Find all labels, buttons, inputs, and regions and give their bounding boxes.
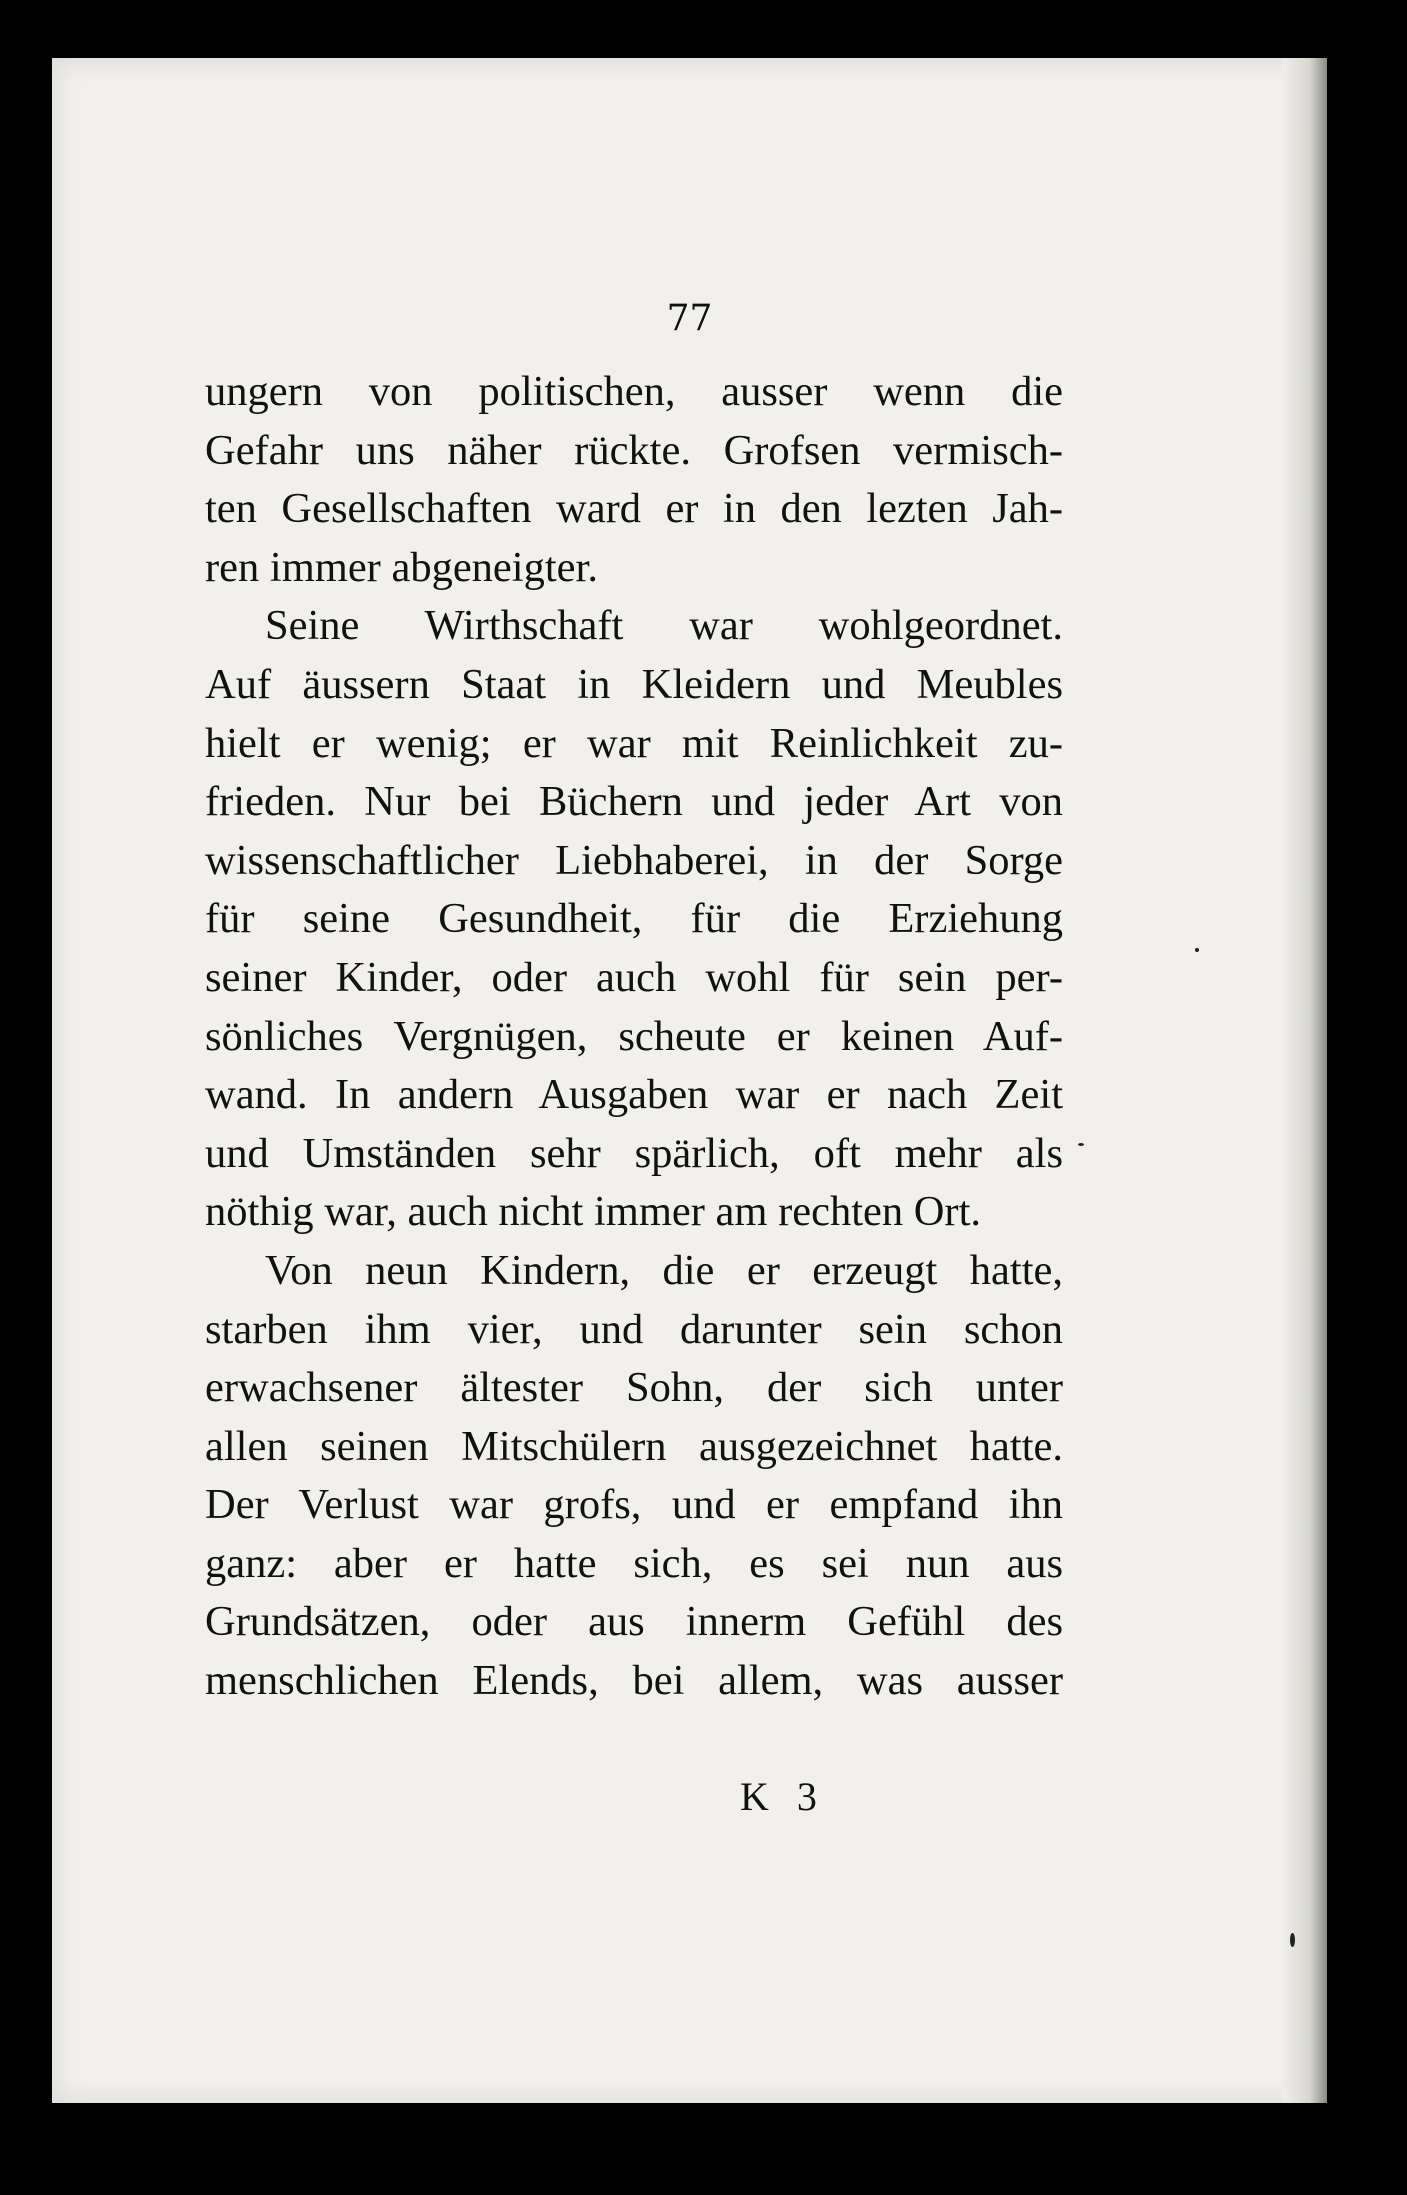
body-text [205, 363, 1063, 1711]
text-line: ungern von politischen, ausser wenn die [205, 368, 1063, 415]
paper-speck [1078, 1143, 1084, 1146]
book-page [52, 58, 1327, 2103]
text-line: Auf äussern Staat in Kleidern und Meubles [205, 660, 1063, 708]
text-line: ganz: aber er hatte sich, es sei nun aus [205, 1539, 1063, 1587]
text-line: ten Gesellschaften ward er in den lezten Jah- [205, 485, 1063, 533]
text-line: Der Verlust war grofs, und er empfand ihn [205, 1481, 1063, 1529]
text-line: allen seinen Mitschülern ausgezeichnet hatte. [205, 1422, 1063, 1470]
text-line: sönliches Vergnügen, scheute er keinen Auf- [205, 1012, 1063, 1060]
page-number: 77 [666, 298, 713, 339]
text-line: für seine Gesundheit, für die Erziehung [205, 895, 1063, 943]
text-line: frieden. Nur bei Büchern und jeder Art von [205, 778, 1063, 826]
text-line: ren immer abgeneigter. [205, 543, 598, 591]
text-line: Von neun Kindern, die er erzeugt hatte, [265, 1246, 1063, 1294]
text-line: Seine Wirthschaft war wohlgeordnet. [265, 602, 1063, 650]
paper-speck [1290, 1933, 1295, 1947]
text-line: Grundsätzen, oder aus innerm Gefühl des [205, 1598, 1063, 1646]
text-line: wissenschaftlicher Liebhaberei, in der Sorge [205, 836, 1063, 884]
text-line: menschlichen Elends, bei allem, was ausser [205, 1657, 1063, 1705]
text-line: starben ihm vier, und darunter sein schon [205, 1305, 1063, 1353]
text-line: erwachsener ältester Sohn, der sich unter [205, 1364, 1063, 1412]
signature-mark: K 3 [740, 1774, 817, 1819]
text-line: wand. In andern Ausgaben war er nach Zeit [205, 1071, 1063, 1119]
text-line: seiner Kinder, oder auch wohl für sein per- [205, 953, 1063, 1001]
text-line: Gefahr uns näher rückte. Grofsen vermisch- [205, 426, 1063, 474]
paper-speck [1195, 948, 1199, 952]
text-line: nöthig war, auch nicht immer am rechten Ort. [205, 1188, 982, 1236]
text-line: hielt er wenig; er war mit Reinlichkeit zu- [205, 719, 1063, 767]
text-line: und Umständen sehr spärlich, oft mehr als [205, 1129, 1063, 1177]
page-edge-shadow [1283, 58, 1327, 2103]
